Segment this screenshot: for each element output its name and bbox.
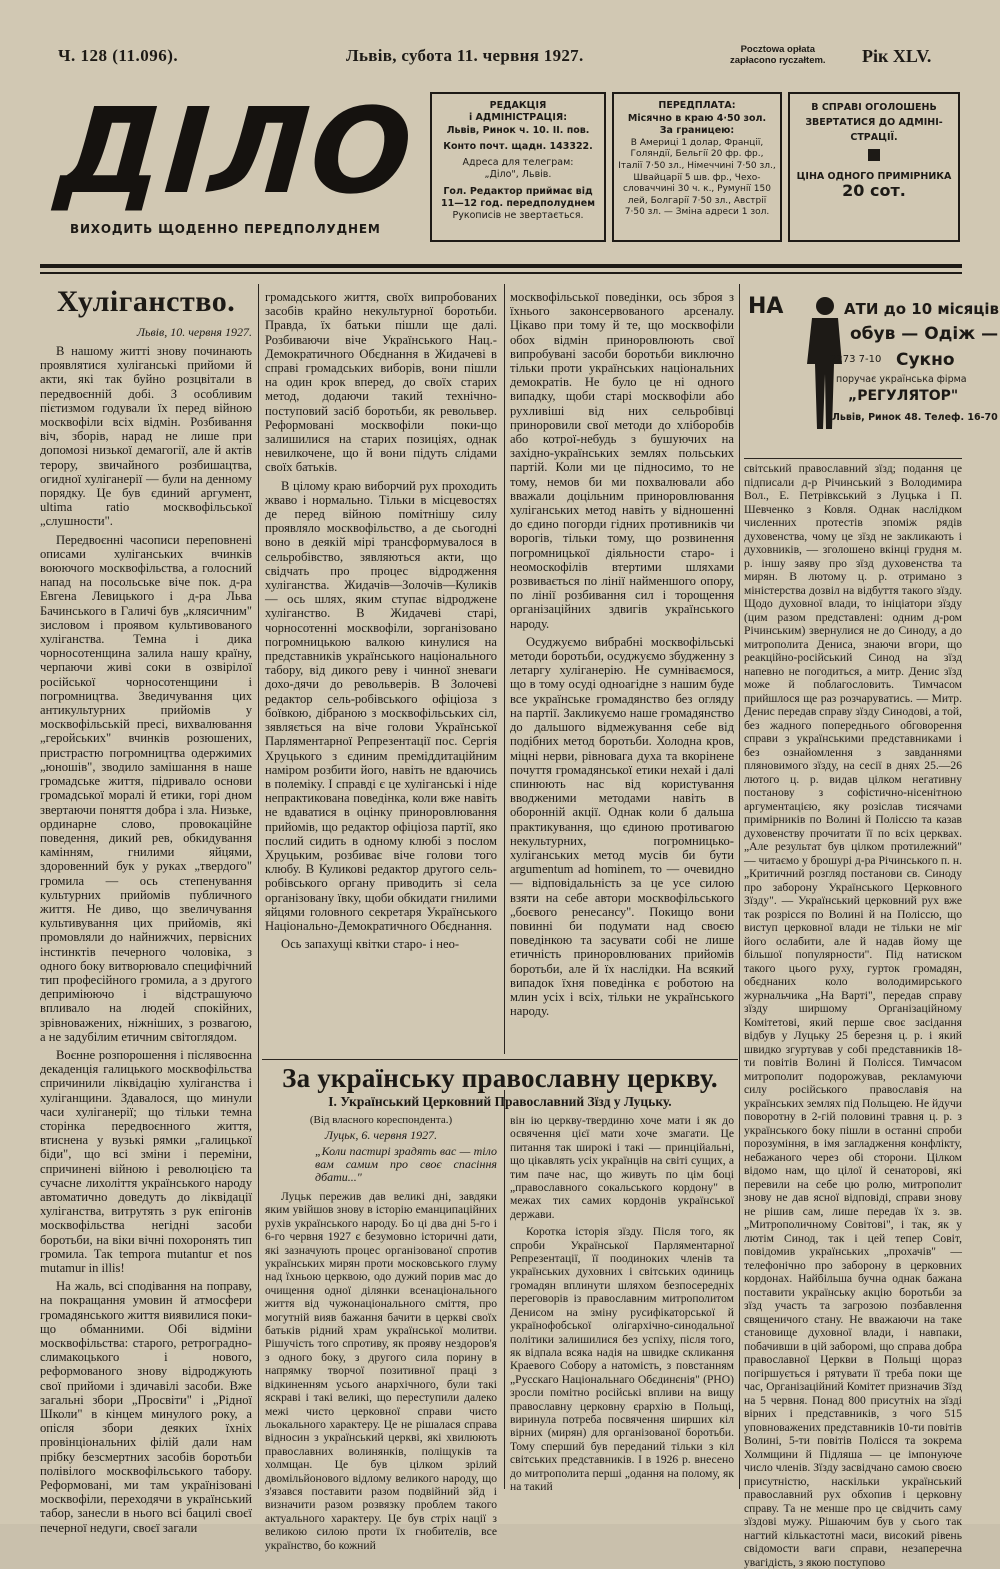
paragraph: Осуджуємо вибрабні москвофільські методи боротьби, осуджуємо збудженну з летаргу хуліганерію. Не сумніваємося, що в тому осуді одноагідне з нашим буде все українське громадянство без огляду на партії. Закликуємо наше громадянство до дальшого відмежування себе від подібних метод боротьби. Холодна кров, міцні нерви, рівновага духа та вкорінене почуття громадянської етики нехай і далі спинюють нас від користування вводженими методами навіть в оборонній акції. Однак коли б дальша практикування, що єдиною противагою некультурних, погромницько-хуліганських метод мусів би бути argumentum ad hominem, то — очевидно — відповідальність за це усе силою взяти на себе автори москвофільського „боєвого ренесансу". Покищо вони повинні би подумати над своєю поведінкою та засувати собі не лише етичність приноровлюваних прийомів боротьби, але й їх наслідки. На всякий випадок їхня поведінка є роботою на млин усіх і всіх, тільки не українського народу. bbox=[510, 634, 734, 1019]
article-hooliganism-col3 bbox=[510, 290, 734, 1018]
redaction-box: РЕДАКЦІЯ і АДМІНІСТРАЦІЯ: Львів, Ринок ч. 10. II. пов. Конто почт. щадн. 143322. Адреса для телеграм: „Діло", Львів. Гол. Редактор приймає від 11—12 год. передполуднем Рукописів не звертається. bbox=[430, 92, 606, 242]
column-divider bbox=[504, 284, 505, 1054]
article-hooliganism-col1 bbox=[40, 285, 252, 1535]
paragraph: Луцьк пережив дав великі дні, завдяки яким увійшов знову в історію еманципаційних рухів українського народу. Бо ці два дні 5-го і 6-го червня 1927 є безумовно історичні дати, які зазначують процес організованої спротив українських мирян проти московського глуму над їхньою церквою, одо дужий порив мас до очищення одної ділянки всенаціонального життя від чужонаціонального сміття, про могутній вияв бажання бачити в церкві своїх батьків рідний храм української молитви. Рішучість того спротиву, як прояву нездоров'я з одного боку, з другого сила порину в напрямку творчої позитивної праці з відкиненням усього анархічного, були такі яскраві і такі великі, що переступили далеко межі чисто церковної справи чисто льокального характеру. Це не рішалася справа відносин з український церкві, які хвилюють православних волинянків, поліщуків та холмщан. Це був цілком зрілий двомільйонового відлому великого народу, що з'язався поставити разом подвійний зйд і визначити разом розвязку проблем такого актуального характеру. Це був стріх нації з великою силою проти їх гнобителів, все українство, бо кожний bbox=[265, 1190, 497, 1552]
article-subtitle: І. Український Церковний Православний Зїзд у Луцьку. bbox=[328, 1094, 672, 1109]
column-divider bbox=[739, 284, 740, 1489]
article-church-header bbox=[262, 1063, 738, 1110]
advert-rule bbox=[744, 458, 962, 459]
paragraph: В нашому житті знову починають проявлятися хуліганські прийоми й акти, які так буйно розцвітали в передвоєнній добі. З особливим пієтизмом годували їх перед війною москвофіли всіх відмін. Розбивання віч, зборів, нарад не лише при допомозі низької демагогії, але й актів терору, звичайного розбишацтва, огидної хуліганерії — були на денному порядку. Це був єдиний аргумент, ultima ratio москвофільської „слушности". bbox=[40, 344, 252, 529]
article-hooliganism-col2 bbox=[265, 290, 497, 951]
paragraph: світський православний зїзд; подання це підписали д-р Річинський з Володимира Вол., Е. Петрівкський з Луцька і П. Шевченко з Ковля. Однак наслідком численних протестів зпоміж рядів духовенства, чому це зїзд не закликають і духовників, — зголошено вкінці грудня м. р. іншу заяву про зїзд духовенства та мирян. В лютому ц. р. отримано з міністерства дозвіл на відбуття такого зїзду. Щодо духовної влади, то ініціатори зїзду (цим разом представлені: одним д-ром Річинським) звернулися не до Синоду, а до митрополита Дениса, знаючи вгори, що реакційно-російський Синод на зїзд напевно не погодиться, а митр. Денис зїзд може й поблагословить. Тимчасом прийшлося ще раз розчаруватись. — Митр. Денис передав справу зїзду Синодові, а той, без жадного попереднього обговорення справи з українськими представниками і без ознайомлення з завданнями пляновимого зїзду, на сесії в днях 25.—26 лютого ц. р. видав цілком негативну постанову з софістично-нісенітною аргументацією, яку розіслав тисячами примірників по Волині й Поліссю та казав духовенству прочитати її по всіх церквах. „Але результат був цілком протилежний" — читаємо у брошурі д-ра Річинського п. н. „Критичний розгляд постанови св. Синоду про заборону Українського Церковного Зїзду". — Український церковний рух вже так розрісся по Волині й на Поліссю, що виступ церковної влади не тільки не міг його ослабити, але й надав йому ще більшої популярности". Під натиском такого цього руху, гурток громадян, обєднаних коло володимирського журнальчика „На Варті", передав справу зїзду ширшому Організаційному Комітетові, який перше своє засідання відбув у Луцьку 25 березня ц. р. і який швидко згуртував у собі представників 18-ти повітів Волині й Полісся. Тимчасом митрополит подорожував, рекламуючи силу російського православія на українських землях під Польщею. Не йдучи поворотну в 2-гій половині травня ц. р. з українського боку пішли в останні спроби порозуміння, в імя загладження конфлікту, небажаного через обі сторони. Цілком відомо нам, що цілої й сенаторові, які перевили на себе цю ролю, митрополит знову не дав ясної відповіді, справи знову не рішив сам, лише передав їх з. зв. „Митрополичному Совітові", і так, як у лютім Синод, так і цей тепер Совіт, повідомив українських „прохачів" — телефонічно про заборону в церковних кордонах. Найбільша бучна однак бажана поставити українську акцію боротьби за зїзд участь та загрозою позбавлення священичого стану. Не вважаючи на таке становище духовної влади, і навпаки, побачивши в цій заборомі, що справа добра православної Церкви в Польщі щораз погіршується і рятувати її треба поки ще час, Організаційний Комітет призначив Зїзд на 5 червня. Понад 800 присутніх на зїзді вірних і представників, з чого 515 уповноважених представників 10-ти повітів Волині, 5-ти повітів Полісся та зокрема Холмщини й Підляша — це імпонуюче число членів. Зїзду засвідчано самою своєю присутністю, наскільки український православний рух обхопив і церковну справу. Та не менше про це свідчить саму зїздові мужу. Рішаючим був у сього так нагтий кількастотні маси, високий рівень свідомости ваги справи, незаперечна увагідість, з якою поступово bbox=[744, 462, 962, 1569]
column-divider bbox=[504, 1090, 505, 1489]
paragraph: він ію церкву-твердиню хоче мати і як до освячення цієї мати хоче змагати. Це питання так широкі і такі — принційальні, що цікавлять усіх українців на світі сущих, а тим паче нас, що живуть по цім боці „православного сокальського кордону" в межах тих самих кордонів української держави. bbox=[510, 1114, 734, 1221]
issue-number: Ч. 128 (11.096). bbox=[58, 46, 179, 65]
postal-note: Pocztowa opłata zapłacono ryczałtem. bbox=[730, 44, 826, 66]
dateline: Львів, субота 11. червня 1927. bbox=[346, 46, 584, 65]
masthead-rule-thin bbox=[40, 272, 962, 274]
paragraph: Передвоєнні часописи переповнені описами хуліганських вчинків воюючого москвофільства, а голосний напад на посольське віче пок. д-ра Евгена Левицького і д-ра Льва Бачинського в Галичі був „клясичним" зисловом і проявом культивованого хуліганства. Темна і дика чорносотенщина залила нашу країну, черпаючи живі соки в озвірілої російської чорносотенщини і погромництва. Зведичування цих антикультурних прийомів у москвофільській пресі, вихвалювання „геройських" вчинків розюшених, пристрастю погромництва одержимих „юношів", зводило замішання в наше громадське життя, підривало основи громадської моралі й етики, горі дном звертаючи поняття добра і зла. Низьке, ординарне слово, провокаційне поведення, дикий рев, обкидування камінням, гнилими яйцями, здоровенний бук у руках „твердого" громила — ось степенування культурних прийомів публичного життя. Не диво, що звеличування культивування цих прийомів, які промовляли до найнижчих, первісних інстинктів печерного чоловіка, з одного боку витворювало специфічний тип професійного громила, а з другого деприміюючо і відстрашуючо впливало на людей спокійних, зрівноважених, ніжніших, з розвагою, а не задубілим етичним світоглядом. bbox=[40, 532, 252, 1044]
epigraph: „Коли пастирі зрадять вас — тіло вам самим про своє спасіння дбати..." bbox=[315, 1144, 497, 1184]
paragraph: громадського життя, своїх випробованих засобів крайно некультурної боротьби. Правда, їх батьки пішли ще далі. Розбиваючи віче Українського Нац.-Демократичного Обєднання в Жидачеві в справі громадських виборів, вони пішли на один крок вперед, до своїх старих метод, додаючи такий технічно-поступовий засіб боротьби, як револьвер. Реформовані москвофіли поки-що залишилися на старих позиціях, однак невилкочене, що й вони підуть слідами своїх батьків. bbox=[265, 290, 497, 475]
article-byline: Луцьк, 6. червня 1927. bbox=[324, 1128, 438, 1142]
ads-info-box: В СПРАВІ ОГОЛОШЕНЬ ЗВЕРТАТИСЯ ДО АДМІНІ- СТРАЦІЇ. ЦІНА ОДНОГО ПРИМІРНИКА 20 сот. bbox=[788, 92, 960, 242]
article-church-col2 bbox=[510, 1114, 734, 1493]
section-rule bbox=[262, 1059, 738, 1060]
paragraph: В цілому краю виборчий рух проходить жваво і нормально. Тільки в місцевостях де перед війною помітнішу силу проявляло москвофільство, а де сьогодні воно в деякій мірі трансформувалося в сельробівство, зявляються акти, що свідчать про процес відродження хуліганства. Жидачів—Золочів—Куликів — ось шлях, яким ступає відроджене хуліганство. В Жидачеві старі, чорносотенні москвофіли, зорганізовано погромницькою валкою кинулися на представників українського національного табору, від дикого реву і чинної зневаги дохо-дячи до револьверів. В Золочеві редактор сель-робівського офіціоза з боївкою, дібраною з москвофільських сіл, зявляється на віче голови Української Парляментарної Репрезентації пос. Сергія Хруцького з єдиним преміддитаційним наміром розбити його, навіть не вдаючись в полеміку. І справді є це хуліганські і ніде непрактикована поведінка, коли вже навіть не вдаватися в оцінку приноровлювання прийомів, що редактор офіціоза партії, яко послий сидить в одному клюбі з послом Хруцьким, розбиває віче голови того клюбу. В Куликові редактор другого сель-робівського органу приводить зі села організовану ївку, щоби обкидати гнилими яйцями головного секретаря Українського Національно-Демократичного Обєднання. bbox=[265, 478, 497, 933]
subscription-box: ПЕРЕДПЛАТА: Місячно в краю 4·50 зол. За границею: В Америці 1 долар, Франції, Голяндії, Бельгії 20 фр. фр., Італії 7·50 зл., Німеччині 7·50 зл., Швайцарії 5 шв. фр., Чехо- словаччині 30 ч. к., Румунії 150 лей, Болгарії 7·50 зл., Австрії 7·50 зл. — Зміна адреси 1 зол. bbox=[612, 92, 782, 242]
paragraph: На жаль, всі сподівання на поправу, на покращання умовин й атмосфери громадянського життя виявилися поки-що обманними. Обі відміни москвофільства: старого, ретроградно-слимакоцького і нового, реформованого знову відроджують свої прийоми і здичавілі засоби. Вже загальні збори „Просвіти" і „Рідної Школи" в кінцем минулого року, а опісля збори деяких їхніх провінціональних філій дали нам прібку безсмертних засобів боротьби полівілого москвофільського табору. Реформовані, ми там українізовані москвофіли, переходячи в український табор, занесли в нього всі бацилі своєї печерної недуги, своєї загали bbox=[40, 1279, 252, 1535]
advert-regulator: НА АТИ до 10 місяців обув — Одіж — 2273 7-10 Сукно поручає українська фірма „РЕГУЛЯТОР" Львів, Ринок 48. Телеф. 16-70 bbox=[744, 284, 962, 454]
article-source: (Від власного кореспондента.) bbox=[309, 1114, 453, 1126]
paragraph: москвофільської поведінки, ось зброя з їхнього законсервованого арсеналу. Цікаво при тому й те, що москвофіли обох відмін приноровлюють свої випробувані засоби боротьби виключно тільки проти українських національних демократів. Не було це ні одного випадку, щоби старі москвофіли або рухливіші від них сельробівці приноровили свої методи до хліборобів або котрої-небудь з бушуючих на західно-українських землях польських партій. Коли ми це підносимо, то не тому, немов би ми похвалювали або вважали доцільним приноровлювання хуліганських метод навіть у відношенні до єдино погорди гідних противників чи ворогів, тільки тому, що розвинення погромницької діяльности старо- і неомоскофілів втертими шляхами розвивається по лінії найменшого опору, по лінії розбивання сил і торощення організаційних здвигів українського народу. bbox=[510, 290, 734, 631]
header-line bbox=[58, 40, 958, 74]
column-divider bbox=[258, 284, 259, 1489]
article-byline: Львів, 10. червня 1927. bbox=[136, 325, 252, 339]
masthead-subtitle: ВИХОДИТЬ ЩОДЕННО ПЕРЕДПОЛУДНЕМ bbox=[70, 222, 381, 236]
year-label: Рік XLV. bbox=[862, 46, 932, 66]
ornament-icon bbox=[868, 149, 880, 161]
paragraph: Воєнне розпорошення і післявоєнна декаденція галицького москвофільства спричинили ліквідацію хуліганства і хуліганщини. Здавалося, що минули часи хуліганерії; що тільки темна сторінка передвоєнного життя, втиснена у вузькі рямки „галицької біди", що всі зміни і переміни, спричинені війною і революцією та сучасне лихоліття українського народу автоматично доведуть до ліквідації хуліганства, витрутять з рук епігонів москвофільства негідні засоби боротьби, на віки вічні похоронять тип громила. Так tempora mutantur et nos mutamur in illis! bbox=[40, 1047, 252, 1275]
masthead-title: ДІЛО bbox=[53, 82, 419, 220]
article-title: Хуліганство. bbox=[56, 285, 236, 318]
masthead-rule bbox=[40, 264, 962, 268]
paragraph: Коротка історія зїзду. Після того, як спроби Української Парляментарної Репрезентації, її поодиноких членів та українських духовних і світських одиниць громадян вплинути шляхом безпосередніх переговорів із православним митрополитом Денисом на зміну русифікаторської й українофобської олігархічно-синодальної політики залишилися без успіху, після того, як відпала всяка надія на швидке скликання Краевого Собору а натомість, з повстанням „Русскаго Національнаго Обєдинєнія" (РНО) зросли помітно російські впливи на вищу православну церковну єрархію в Польщі, виринула потреба посвячення ширших кіл вірних (мирян) для організованої боротьби. Тому сперший був переданий тільки з кіл світських представників. І в 1926 р. внесено до митрополита перші „одання на полому, як на такий bbox=[510, 1225, 734, 1493]
article-title: За українську православну церкву. bbox=[282, 1063, 718, 1093]
article-church-col3 bbox=[744, 462, 962, 1569]
paragraph: Ось запахущі квітки старо- і нео- bbox=[281, 937, 460, 952]
article-church-col1 bbox=[265, 1114, 497, 1552]
